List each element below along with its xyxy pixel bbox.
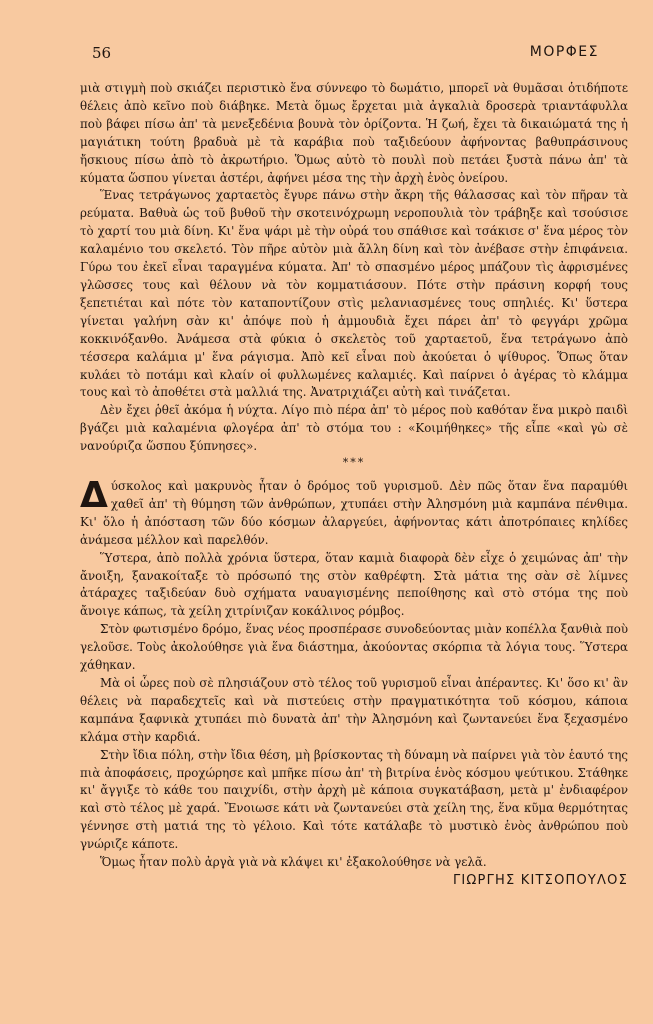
paragraph: μιὰ στιγμὴ ποὺ σκιάζει περιστικὸ ἕνα σύννεφο τὸ δωμάτιο, μπορεῖ νὰ θυμᾶσαι ὁτιδήποτε θέλεις ἀπὸ κεῖνο ποὺ διάβηκε. Μετὰ ὅμως ἔρχεται μιὰ ἀγκαλιὰ δροσερὰ τριαντάφυλλα ποὺ βάφει πίσω ἀπ' τὰ μενεξεδένια βουνὰ τὸν ὁρίζοντα. Ἡ ζωή, ἔχει τὰ δικαιώματά της ἡ μαγιάτικη τούτη βραδυὰ μὲ τὰ καράβια ποὺ ταξιδεύουν ἀφήνοντας βαθυπράσινους ἤσκιους πίσω ἀπὸ τὸ ἀκρωτήριο. Ὅμως αὐτὸ τὸ πουλὶ ποὺ πετάει ξυστὰ πάνω ἀπ' τὰ κύματα ὥσπου γίνεται ἀστέρι, ἀφήνει μέσα της τὴν ἀρχὴ ἑνὸς ὀνείρου. — [80, 81, 628, 185]
author-signature: ΓΙΩΡΓΗΣ ΚΙΤΣΟΠΟΥΛΟΣ — [452, 872, 628, 888]
spacer — [80, 470, 628, 478]
paragraph: Δὲν ἔχει ῥθεῖ ἀκόμα ἡ νύχτα. Λίγο πιὸ πέρα ἀπ' τὸ μέρος ποὺ καθόταν ἕνα μικρὸ παιδὶ βγάζει μιὰ καλαμένια φλογέρα ἀπ' τὸ στόμα του : «Κοιμήθηκες» τῆς εἶπε «καὶ γὼ σὲ νανούριζα ὥσπου ξύπνησες». — [80, 403, 628, 454]
paragraph-text: ύσκολος καὶ μακρυνὸς ἦταν ὁ δρόμος τοῦ γυρισμοῦ. Δὲν πῶς ὅταν ἕνα παραμύθι χαθεῖ ἀπ' τὴ θύμηση τῶν ἀνθρώπων, χτυπάει στὴν Ἀλησμόνη μιὰ καμπάνα πένθιμα. Κι' ὅλο ἡ ἀπόσταση τῶν δύο κόσμων ἀλαργεύει, ἀφήνοντας κάτι ἀποτρόπαιες κηλίδες ἀνάμεσα μέλλον καὶ παρελθόν. — [80, 479, 628, 547]
paragraph: Ὅμως ἦταν πολὺ ἀργὰ γιὰ νὰ κλάψει κι' ἐξακολούθησε νὰ γελᾶ. — [100, 855, 487, 870]
page-number: 56 — [92, 44, 112, 62]
paragraph: Ὕστερα, ἀπὸ πολλὰ χρόνια ὕστερα, ὅταν καμιὰ διαφορὰ δὲν εἶχε ὁ χειμώνας ἀπ' τὴν ἄνοιξη, ξανακοίταξε τὸ πρόσωπό της στὸν καθρέφτη. Στὰ μάτια της σὰν σὲ λίμνες ἀτάραχες ταξιδεύαν δυὸ σχήματα ναυαγισμένης πεποίθησης καὶ στὸ στόμα της ποὺ ἄνοιγε κάπως, τὰ χείλη χιτρίνιζαν κοκάλινος ρόμβος. — [80, 550, 628, 619]
section-separator: *** — [342, 456, 366, 470]
paragraph: Ἕνας τετράγωνος χαρταετὸς ἔγυρε πάνω στὴν ἄκρη τῆς θάλασσας καὶ τὸν πῆραν τὰ ρεύματα. Βαθυὰ ὡς τοῦ βυθοῦ τὴν σκοτεινόχρωμη νεροπουλιὰ τὸν τράβηξε καὶ τσούσισε τὸ χαρτί του μιὰ δίνη. Κι' ἕνα ψάρι μὲ τὴν οὐρά του σπάθισε καὶ τσάκισε σ' ἕνα μέρος τὸν καλαμένιο του σκελετό. Τὸν πῆρε αὐτὸν μιὰ ἄλλη δίνη καὶ τὸν ἀνέβασε στὴν ἐπιφάνεια. Γύρω του ἐκεῖ εἶναι ταραγμένα κύματα. Ἀπ' τὸ σπασμένο μέρος μπάζουν τὶς ἀφρισμένες γλῶσσες τους καὶ θέλουν νὰ τὸν κομματιάσουν. Πότε στὴν πράσινη κορφή τους ξεπετιέται καὶ πότε τὸν καταποντίζουν στὶς μελανιασμένες τους σπηλιές. Κι' ὕστερα γίνεται γαλήνη σὰν κι' ἀπόψε ποὺ ἡ ἀμμουδιὰ ἔχει πάρει ἀπ' τὸ φεγγάρι χρῶμα κοκκινόξανθο. Ἀνάμεσα στὰ φύκια ὁ σκελετὸς τοῦ χαρταετοῦ, ἕνα τετράγωνο ἀπὸ τέσσερα καλάμια μ' ἕνα ράγισμα. Ἀπὸ κεῖ εἶναι ποὺ ἀκούεται ὁ ψίθυρος. Ὅπως ὅταν κυλάει τὸ ποτάμι καὶ κλαίν οἱ φυλλωμένες καλαμιές. Καὶ παίρνει ὁ ἀγέρας τὸ κλάμμα τους καὶ τὸ ἀποθέτει στὰ μαλλιά της. Ἀνατριχιάζει αὐτὴ καὶ τινάζεται. — [80, 188, 628, 400]
paragraph: Στὸν φωτισμένο δρόμο, ἕνας νέος προσπέρασε συνοδεύοντας μιὰν κοπέλλα ξανθιὰ ποὺ γελοῦσε. Τοὺς ἀκολούθησε γιὰ ἕνα διάστημα, ἀκούοντας σκόρπια τὰ λόγια τους. Ὕστερα χάθηκαν. — [80, 622, 628, 673]
paragraph: Στὴν ἴδια πόλη, στὴν ἴδια θέση, μὴ βρίσκοντας τὴ δύναμη νὰ παίρνει γιὰ τὸν ἑαυτό της πιὰ ἀποφάσεις, προχώρησε καὶ μπῆκε πίσω ἀπ' τὴ βιτρίνα ἑνὸς κόσμου ψεύτικου. Στάθηκε κι' ἄγγιξε τὸ κάθε του παιχνίδι, στὴν ἀρχὴ μὲ κάποια συγκατάβαση, μετὰ μ' ἐνδιαφέρον καὶ στὸ τέλος μὲ χαρά. Ἔνοιωσε κάτι νὰ ζωντανεύει στὰ χείλη της, ἕνα κῦμα θερμότητας γέννησε στὴ ματιά της τὸ γέλοιο. Καὶ τότε κατάλαβε τὸ μυστικὸ ἑνὸς ἀνθρώπου ποὺ γνώριζε κάποτε. — [80, 747, 628, 852]
paragraph: Μὰ οἱ ὧρες ποὺ σὲ πλησιάζουν στὸ τέλος τοῦ γυρισμοῦ εἶναι ἀπέραντες. Κι' ὅσο κι' ἂν θέλεις νὰ παραδεχτεῖς καὶ νὰ πιστεύεις στὴν πραγματικότητα τοῦ κόσμου, κάποια καμπάνα ξαφνικὰ χτυπάει πιὸ δυνατὰ ἀπ' τὴν Ἀλησμόνη καὶ ζωντανεύει ἕνα ξεχασμένο κλάμα στὴν καρδιά. — [80, 676, 628, 744]
drop-cap: Δ — [80, 475, 108, 517]
running-title: ΜΟΡΦΕΣ — [529, 44, 599, 60]
article-body — [80, 80, 628, 890]
dropcap-paragraph — [80, 475, 628, 550]
